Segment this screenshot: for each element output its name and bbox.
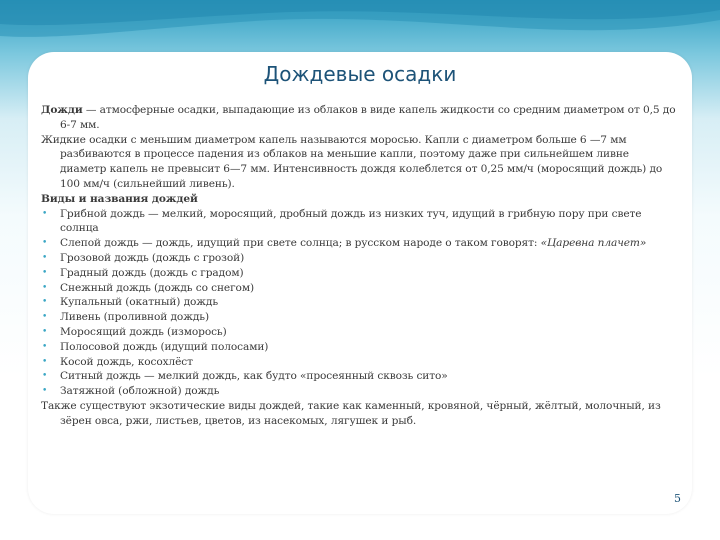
bullet-icon: • (42, 252, 48, 263)
slide-title: Дождевые осадки (263, 62, 457, 86)
list-item: • Купальный (окатный) дождь (42, 296, 219, 309)
definition-text: — атмосферные осадки, выпадающие из облаков в виде капель жидкости со средним диаметром от 0,5 до 6-7 мм. (60, 104, 676, 131)
list-item: • Ситный дождь — мелкий дождь, как будто «просеянный сквозь сито» (42, 370, 448, 383)
body-text (41, 103, 677, 429)
list-item: • Слепой дождь — дождь, идущий при свете солнца; в русском народе о таком говорят: «Царевна плачет» (42, 237, 647, 250)
bullet-icon: • (42, 282, 48, 293)
bullet-icon: • (42, 312, 48, 323)
bullet-icon: • (42, 326, 48, 337)
list-item: • Градный дождь (дождь с градом) (42, 266, 244, 279)
bullet-icon: • (42, 371, 48, 382)
list-item: • Ливень (проливной дождь) (42, 311, 209, 324)
list-item: • Грозовой дождь (дождь с грозой) (42, 251, 245, 264)
subheading: Виды и названия дождей (41, 192, 198, 205)
list-item: • Грибной дождь — мелкий, моросящий, дробный дождь из низких туч, идущий в грибную пору при свете солнца (42, 207, 642, 235)
definition-term: Дожди (41, 104, 83, 116)
list-item: • Моросящий дождь (изморось) (42, 325, 227, 338)
list-item: • Снежный дождь (дождь со снегом) (42, 281, 254, 294)
list-quote: «Царевна плачет» (540, 237, 647, 250)
list-item: • Полосовой дождь (идущий полосами) (42, 340, 269, 353)
content-panel (28, 52, 692, 514)
bullet-icon: • (42, 238, 48, 249)
closing-paragraph: Также существуют экзотические виды дождей, такие как каменный, кровяной, чёрный, жёлтый, молочный, из зёрен овса, ржи, листьев, цветов, из насекомых, лягушек и рыб. (41, 399, 661, 427)
list-item: • Затяжной (обложной) дождь (42, 385, 220, 398)
drizzle-paragraph: Жидкие осадки с меньшим диаметром капель называются моросью. Капли с диаметром больше 6 —7 мм разбиваются в процессе падения из облаков на меньшие капли, поэтому даже при сильнейшем ливне диаметр капель не превысит 6—7 мм. Интенсивность дождя колеблется от 0,25 мм/ч (моросящий дождь) до 100 мм/ч (сильнейший ливень). (41, 133, 663, 190)
list-item: • Косой дождь, косохлёст (42, 355, 193, 368)
definition-paragraph (41, 103, 677, 133)
page-number: 5 (674, 492, 681, 505)
bullet-icon: • (42, 297, 48, 308)
bullet-icon: • (42, 267, 48, 278)
bullet-icon: • (42, 386, 48, 397)
bullet-icon: • (42, 208, 48, 219)
bullet-icon: • (42, 356, 48, 367)
bullet-icon: • (42, 341, 48, 352)
